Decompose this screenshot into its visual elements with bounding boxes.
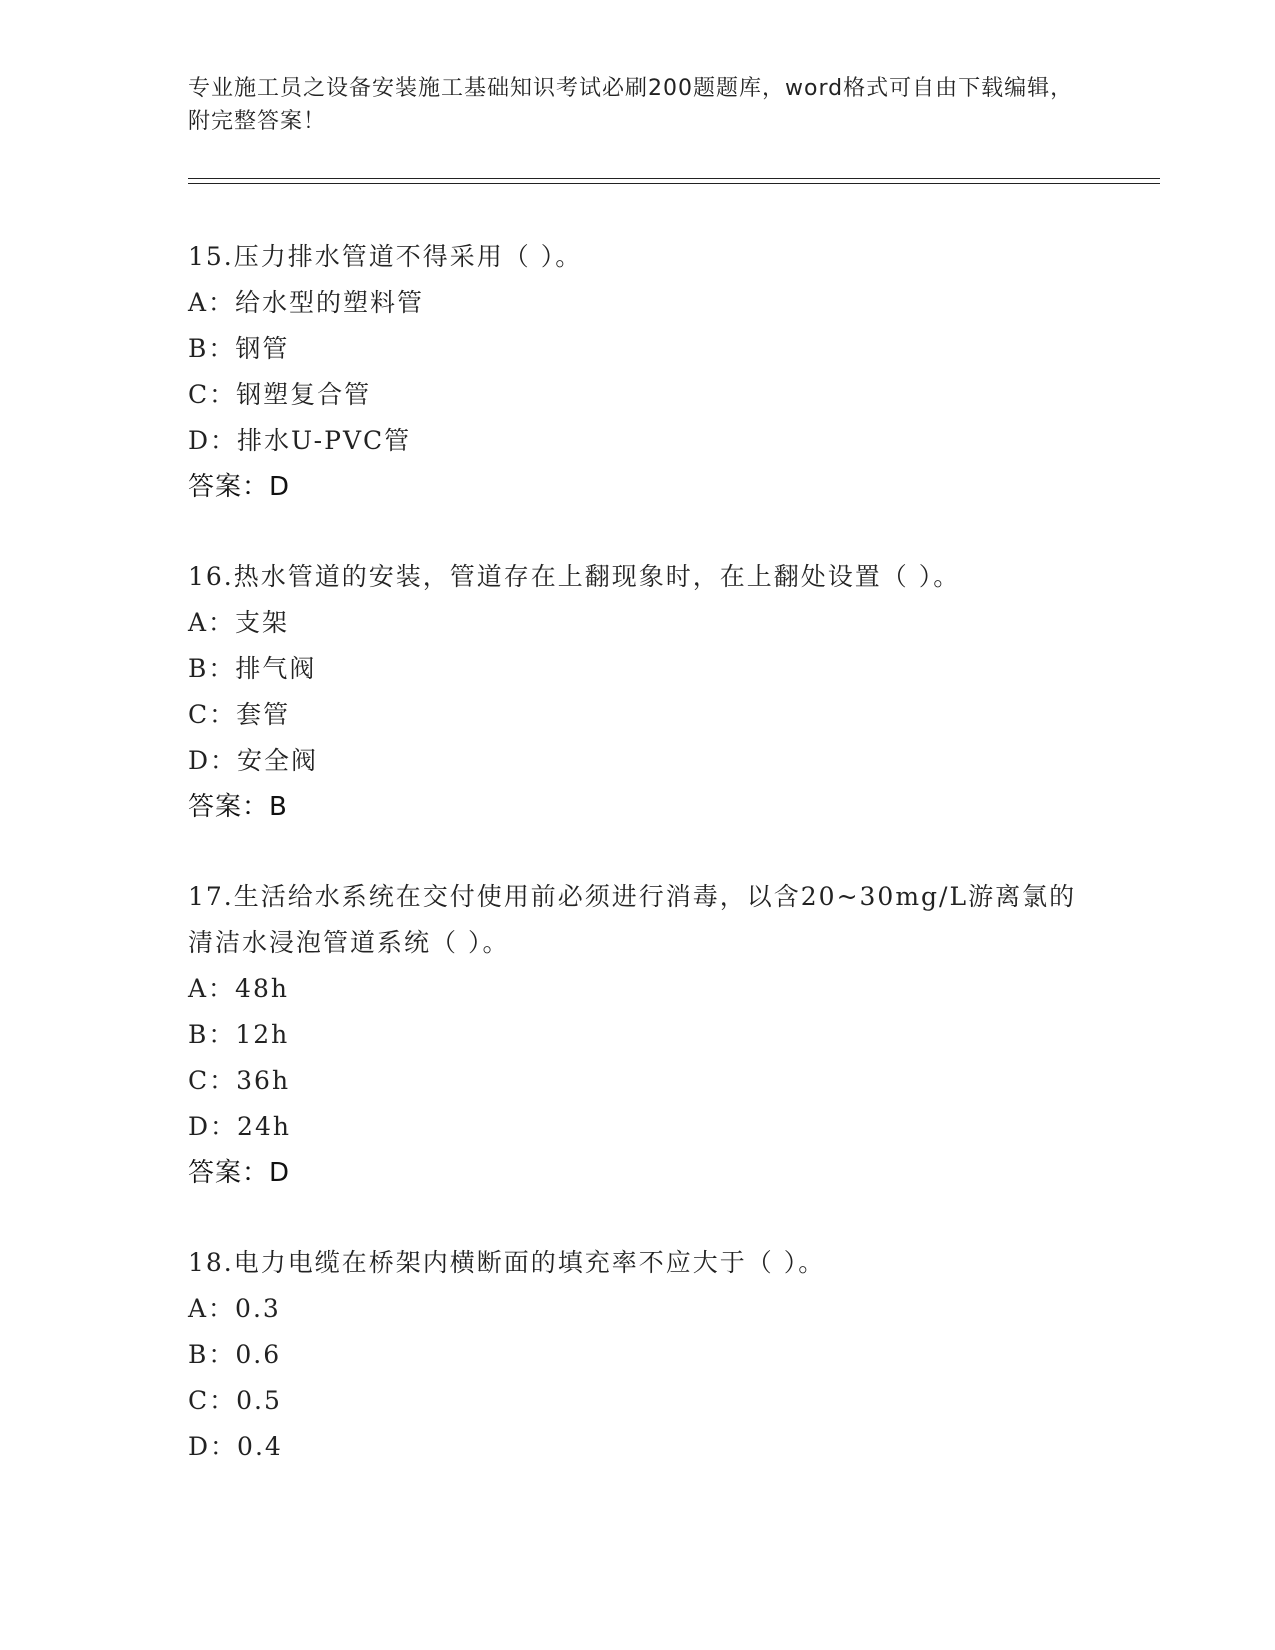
answer-label: 答案：D: [188, 1158, 291, 1188]
question-18: [188, 1240, 1088, 1470]
option-a: A：支架: [188, 608, 290, 637]
option-b: B：0.6: [188, 1340, 282, 1369]
option-b: B：钢管: [188, 334, 290, 363]
option-c: C：0.5: [188, 1386, 282, 1415]
header-divider-bottom: [188, 183, 1160, 184]
answer-label: 答案：D: [188, 472, 291, 502]
option-c: C：36h: [188, 1066, 291, 1095]
option-b: B：排气阀: [188, 654, 317, 683]
option-d: D：0.4: [188, 1432, 283, 1461]
question-stem: 15.压力排水管道不得采用（ ）。: [188, 242, 583, 271]
option-a: A：48h: [188, 974, 289, 1003]
question-16: [188, 554, 1088, 830]
question-17: [188, 874, 1088, 1196]
document-header: 专业施工员之设备安装施工基础知识考试必刷200题题库，word格式可自由下载编辑，附完整答案！: [188, 76, 1074, 134]
option-c: C：钢塑复合管: [188, 380, 372, 409]
option-b: B：12h: [188, 1020, 290, 1049]
option-a: A：0.3: [188, 1294, 281, 1323]
question-stem: 16.热水管道的安装，管道存在上翻现象时，在上翻处设置（ ）。: [188, 562, 961, 591]
question-stem: 18.电力电缆在桥架内横断面的填充率不应大于（ ）。: [188, 1248, 826, 1277]
option-d: D：安全阀: [188, 746, 319, 775]
question-stem: 17.生活给水系统在交付使用前必须进行消毒，以含20~30mg/L游离氯的清洁水浸泡管道系统（ ）。: [188, 882, 1077, 957]
header-divider-top: [188, 178, 1160, 179]
option-d: D：24h: [188, 1112, 291, 1141]
option-a: A：给水型的塑料管: [188, 288, 425, 317]
option-c: C：套管: [188, 700, 291, 729]
answer-label: 答案：B: [188, 792, 288, 822]
option-d: D：排水U-PVC管: [188, 426, 412, 455]
question-15: [188, 234, 1088, 510]
